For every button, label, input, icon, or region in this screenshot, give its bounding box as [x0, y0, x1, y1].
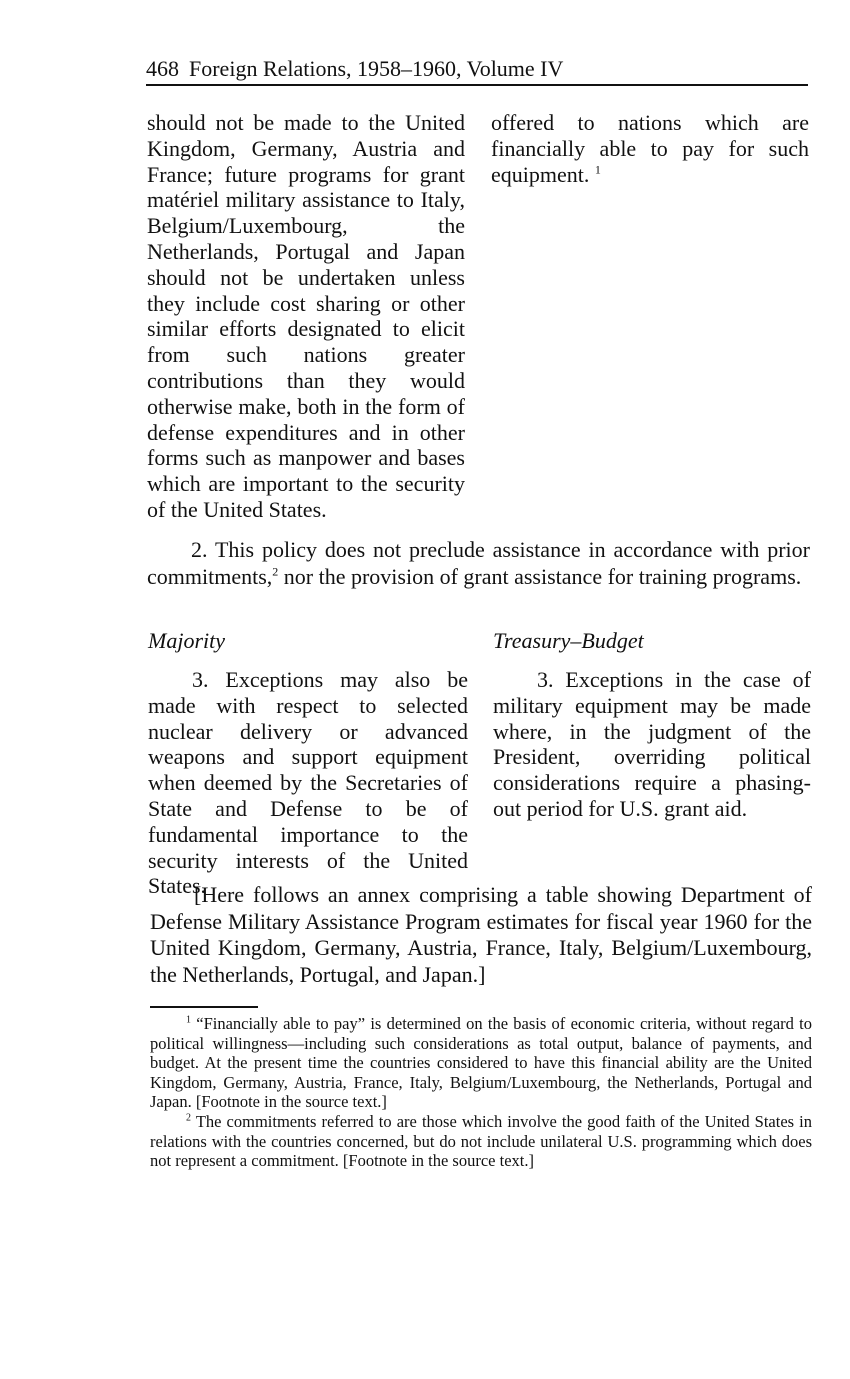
footnote-1 — [150, 1014, 812, 1112]
footnote-2-text: The commitments referred to are those which involve the good faith of the United States in relations with the countries concerned, but do not include unilateral U.S. programming which does not represent a commitment. [Footnote in the source text.] — [150, 1112, 813, 1171]
footnote-rule — [150, 1006, 258, 1008]
top-right-paragraph — [491, 110, 809, 187]
treasury-budget-column — [493, 667, 811, 822]
paragraph-2-text-a: 2. This policy does not preclude assistance in accordance with prior commitments, — [147, 537, 810, 589]
footnote-2-marker: 2 — [186, 1112, 191, 1124]
top-right-text: offered to nations which are financially able to pay for such equipment. — [491, 110, 809, 187]
top-right-column — [491, 110, 809, 187]
page-number: 468 — [146, 56, 179, 81]
annex-note-text: [Here follows an annex comprising a table showing Department of Defense Military Assistance Program estimates for fiscal year 1960 for the United Kingdom, Germany, Austria, France, Italy, Belgium/Luxembourg, the Netherlands, Portugal, and Japan.] — [150, 882, 812, 987]
volume-title: Foreign Relations, 1958–1960, Volume IV — [189, 56, 564, 81]
majority-column — [148, 667, 468, 899]
footnote-2 — [150, 1112, 812, 1171]
treasury-budget-text: 3. Exceptions in the case of military equipment may be made where, in the judgment of the President, overriding political considerations require a phasing-out period for U.S. grant aid. — [493, 667, 811, 821]
annex-note — [150, 882, 812, 988]
footnote-ref-1[interactable]: 1 — [594, 162, 601, 177]
top-left-text: should not be made to the United Kingdom, Germany, Austria and France; future programs for grant matériel military assistance to Italy, Belgium/Luxembourg, the Netherlands, Portugal and Japan should not be undertaken unless they include cost sharing or other similar efforts designated to elicit from such nations greater contributions than they would otherwise make, both in the form of defense expenditures and in other forms such as manpower and bases which are important to the security of the United States. — [147, 110, 465, 522]
footnote-1-text: “Financially able to pay” is determined on the basis of economic criteria, without regard to political willingness—including such considerations as total output, balance of payments, and budget. At the present time the countries considered to have this financial ability are the United Kingdom, Germany, Austria, France, Italy, Belgium/Luxembourg, the Netherlands, Portugal and Japan. [Footnote in the source text.] — [150, 1014, 812, 1112]
majority-text: 3. Exceptions may also be made with respect to selected nuclear delivery or advanced weapons and support equipment when deemed by the Secretaries of State and Defense to be of fundamental importance to the security interests of the United States. — [148, 667, 468, 899]
top-left-column — [147, 110, 465, 523]
running-header — [146, 55, 808, 86]
majority-heading: Majority — [148, 628, 225, 653]
paragraph-2-text-b: nor the provision of grant assistance for training programs. — [278, 563, 802, 589]
paragraph-2 — [147, 537, 810, 590]
footnote-ref-2[interactable]: 2 — [272, 564, 279, 579]
treasury-budget-heading: Treasury–Budget — [493, 628, 644, 653]
footnote-1-marker: 1 — [186, 1014, 191, 1026]
